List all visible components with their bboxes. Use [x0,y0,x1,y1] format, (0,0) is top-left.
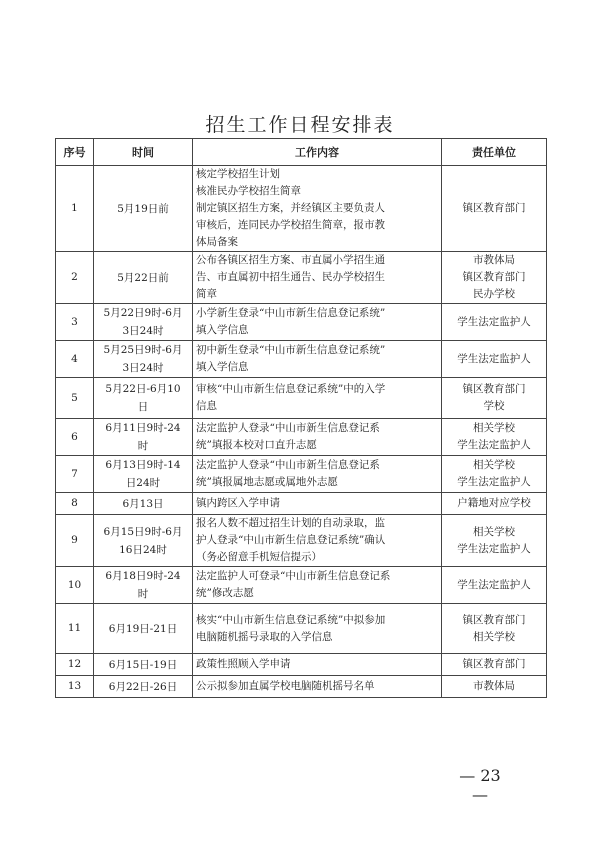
cell-no: 7 [56,456,94,493]
table-row [56,567,547,604]
table-row [56,515,547,567]
cell-unit-line: 市教体局 [473,254,515,266]
cell-no: 6 [56,419,94,456]
cell-time [94,456,193,493]
cell-content-line: （务必留意手机短信提示） [196,551,322,563]
cell-content-line: 统”填报本校对口直升志愿 [196,439,317,451]
cell-content [193,493,442,515]
header-no: 序号 [56,139,94,166]
cell-content-line: 统”填报属地志愿或属地外志愿 [196,476,338,488]
cell-unit-line: 相关学校 [473,525,515,538]
cell-unit [442,166,547,252]
cell-time-line: 时 [137,440,149,452]
table-row [56,456,547,493]
table-row [56,493,547,515]
cell-content-line: 电脑随机摇号录取的入学信息 [196,630,333,643]
page-number: — 23 — [459,766,501,804]
cell-unit [442,676,547,698]
cell-no: 9 [56,515,94,567]
cell-no: 10 [56,567,94,604]
table-row [56,419,547,456]
cell-content-line: 填入学信息 [196,361,249,373]
cell-time-line: 6月15日9时-6月 [103,525,183,538]
cell-unit-line: 镇区教育部门 [462,271,526,283]
cell-time-line: 6月13日9时-14 [105,459,181,471]
cell-time-line: 日24时 [125,477,161,489]
cell-content-line: 信息 [196,400,217,412]
cell-time-line: 3日24时 [122,362,164,374]
document-title: 招生工作日程安排表 [205,114,395,136]
cell-content-line: 填入学信息 [196,324,249,336]
cell-content-line: 护人登录“中山市新生信息登记系统”确认 [196,534,386,546]
cell-time [94,252,193,304]
cell-no: 3 [56,304,94,341]
table-row [56,341,547,378]
cell-unit-line: 镇区教育部门 [462,202,526,214]
cell-content [193,567,442,604]
cell-content-line: 法定监护人可登录“中山市新生信息登记系 [196,570,391,582]
cell-content-line: 简章 [196,288,217,300]
cell-unit-line: 学生法定监护人 [457,542,531,555]
cell-time [94,654,193,676]
cell-unit-line: 学生法定监护人 [457,439,531,451]
cell-content [193,515,442,567]
cell-content-line: 告、市直属初中招生通告、民办学校招生 [196,271,385,283]
cell-content-line: 小学新生登录“中山市新生信息登记系统” [196,307,386,319]
cell-unit [442,604,547,654]
cell-unit [442,515,547,567]
cell-content [193,252,442,304]
cell-content-line: 核实“中山市新生信息登记系统”中拟参加 [196,613,386,626]
cell-content-line: 审核后，连同民办学校招生简章，报市教 [196,219,385,231]
cell-content-line: 镇内跨区入学申请 [196,497,280,509]
cell-no: 4 [56,341,94,378]
cell-content-line: 制定镇区招生方案，并经镇区主要负责人 [196,202,385,214]
cell-time [94,515,193,567]
cell-no: 5 [56,378,94,419]
cell-time-line: 5月19日前 [117,202,169,215]
cell-content-line: 报名人数不超过招生计划的自动录取，监 [196,517,385,529]
cell-time [94,493,193,515]
cell-unit-line: 学校 [483,400,505,412]
cell-unit [442,654,547,676]
cell-time [94,341,193,378]
cell-time [94,676,193,698]
cell-unit-line: 相关学校 [473,459,515,471]
cell-time [94,378,193,419]
cell-time [94,166,193,252]
cell-unit [442,567,547,604]
cell-unit [442,341,547,378]
cell-content-line: 核定学校招生计划 [196,168,280,180]
cell-no: 2 [56,252,94,304]
cell-unit-line: 民办学校 [473,288,515,300]
cell-time-line: 5月22日9时-6月 [103,307,183,319]
cell-time-line: 16日24时 [119,543,167,556]
cell-unit-line: 学生法定监护人 [457,352,531,365]
table-body [56,166,547,698]
cell-content [193,604,442,654]
cell-content-line: 统”修改志愿 [196,587,254,599]
table-row [56,304,547,341]
table-row [56,654,547,676]
cell-unit-line: 镇区教育部门 [462,383,526,395]
cell-time [94,567,193,604]
cell-unit-line: 相关学校 [473,422,515,434]
cell-unit [442,378,547,419]
cell-content-line: 初中新生登录“中山市新生信息登记系统” [196,344,386,356]
cell-content [193,378,442,419]
cell-content [193,166,442,252]
cell-time-line: 5月25日9时-6月 [103,344,183,356]
cell-unit [442,493,547,515]
table-row [56,676,547,698]
cell-content-line: 法定监护人登录“中山市新生信息登记系 [196,459,380,471]
cell-unit-line: 学生法定监护人 [457,476,531,488]
table-header-row [56,139,547,166]
cell-content [193,419,442,456]
cell-content [193,304,442,341]
cell-no: 11 [56,604,94,654]
cell-time-line: 6月11日9时-24 [105,422,181,434]
cell-unit [442,252,547,304]
cell-unit-line: 学生法定监护人 [457,315,531,328]
cell-time [94,604,193,654]
cell-time-line: 6月15日-19日 [108,658,178,671]
cell-time-line: 6月18日9时-24 [105,570,181,582]
cell-content-line: 政策性照顾入学申请 [196,658,291,670]
cell-content [193,341,442,378]
header-time: 时间 [94,139,193,166]
schedule-table [55,138,547,698]
cell-unit [442,304,547,341]
cell-time-line: 5月22日-6月10 [105,383,181,395]
cell-unit [442,456,547,493]
cell-unit-line: 相关学校 [473,630,515,643]
cell-unit-line: 镇区教育部门 [462,613,526,626]
cell-content-line: 审核“中山市新生信息登记系统”中的入学 [196,383,386,395]
header-content: 工作内容 [193,139,442,166]
cell-content [193,456,442,493]
cell-time-line: 6月13日 [122,497,164,510]
cell-unit-line: 学生法定监护人 [457,578,531,591]
cell-time-line: 5月22日前 [117,271,169,284]
cell-time-line: 6月19日-21日 [108,622,178,635]
cell-content-line: 公示拟参加直属学校电脑随机摇号名单 [196,680,375,692]
cell-unit-line: 市教体局 [473,680,515,692]
cell-time-line: 3日24时 [122,325,164,337]
cell-time-line: 日 [137,401,149,413]
cell-time [94,304,193,341]
cell-no: 12 [56,654,94,676]
cell-no: 8 [56,493,94,515]
cell-no: 1 [56,166,94,252]
cell-content-line: 公布各镇区招生方案、市直属小学招生通 [196,254,385,266]
cell-content [193,654,442,676]
table-row [56,252,547,304]
cell-unit [442,419,547,456]
cell-content-line: 核准民办学校招生简章 [196,185,301,197]
cell-time [94,419,193,456]
cell-content-line: 体局备案 [196,236,238,248]
cell-time-line: 6月22日-26日 [108,680,178,693]
cell-time-line: 时 [137,588,149,600]
table-row [56,604,547,654]
cell-no: 13 [56,676,94,698]
table-row [56,378,547,419]
cell-content-line: 法定监护人登录“中山市新生信息登记系 [196,422,380,434]
cell-content [193,676,442,698]
cell-unit-line: 户籍地对应学校 [457,497,531,509]
header-unit: 责任单位 [442,139,547,166]
table-row [56,166,547,252]
cell-unit-line: 镇区教育部门 [462,658,526,670]
